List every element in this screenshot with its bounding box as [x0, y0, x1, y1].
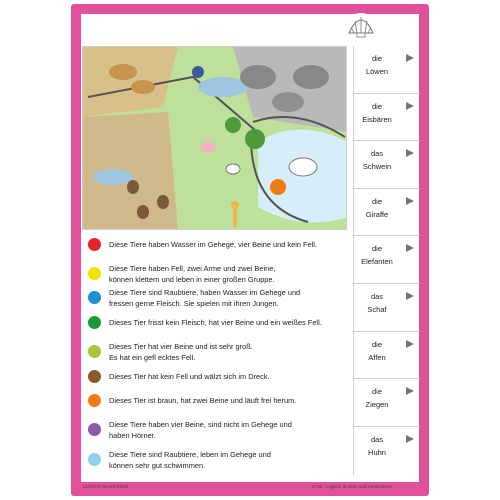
page-number: 5 [388, 13, 401, 38]
color-dot-icon [88, 423, 101, 436]
answer-noun: Giraffe [365, 209, 389, 219]
answer-tile[interactable] [354, 236, 420, 284]
footer-right: 3736 · Logisch denken und kombinieren [312, 484, 393, 489]
answer-article: die [371, 54, 382, 63]
answer-noun: Löwen [365, 67, 389, 76]
clue-text: Dieses Tier ist braun, hat zwei Beine und läuft frei herum. [109, 396, 297, 405]
answer-tile[interactable] [354, 94, 420, 142]
answer-article: die [371, 387, 382, 397]
answer-tile[interactable] [354, 189, 420, 237]
clue-text: Dieses Tier frisst kein Fleisch, hat vier Beine und ein weißes Fell. [109, 318, 322, 327]
color-dot-icon [88, 345, 101, 358]
answer-noun: Eisbären [362, 114, 392, 124]
answer-tile[interactable] [354, 141, 420, 189]
answer-tile[interactable] [354, 379, 420, 427]
clue-list [82, 235, 347, 475]
color-dot-icon [88, 267, 101, 280]
answer-article: das [370, 434, 384, 444]
color-dot-icon [88, 291, 101, 304]
zoo-illustration [82, 46, 347, 230]
arrow-right-icon [406, 149, 414, 157]
clue-text: Dieses Tier hat vier Beine und ist sehr groß. [109, 342, 253, 351]
clue-text: Dieses Tier hat kein Fell und wälzt sich im Dreck. [109, 372, 270, 381]
answer-article: das [370, 292, 384, 301]
clue-text: können klettern und leben in einer großen Gruppe. [109, 275, 275, 284]
color-dot-icon [88, 370, 101, 383]
arrow-right-icon [406, 435, 414, 443]
answer-tile[interactable] [354, 46, 420, 94]
color-dot-icon [88, 238, 101, 251]
answer-article: die [371, 101, 382, 111]
answer-noun: Ziegen [365, 400, 389, 410]
color-dot-icon [88, 316, 101, 329]
arrow-right-icon [406, 197, 414, 205]
color-dot-icon [88, 453, 101, 466]
clue-text: Diese Tiere haben Wasser im Gehege, vier Beine und kein Fell. [109, 240, 317, 249]
answer-tile[interactable] [354, 427, 420, 475]
clue-text: Diese Tiere sind Raubtiere, leben im Gehege und [109, 450, 271, 459]
page-title: Welche Tiere sind gemeint? [87, 21, 229, 33]
clue-text: können sehr gut schwimmen. [109, 461, 206, 470]
color-dot-icon [88, 394, 101, 407]
answer-noun: Elefanten [361, 257, 393, 267]
clue-text: fressen gerne Fleisch. Sie spielen mit ihren Jungen. [109, 299, 279, 308]
arrow-right-icon [406, 292, 414, 300]
answer-article: die [371, 339, 382, 349]
answer-article: die [371, 244, 382, 254]
answer-noun: Schwein [362, 162, 392, 172]
shell-icon [346, 13, 376, 39]
arrow-right-icon [406, 244, 414, 252]
answer-article: die [371, 196, 382, 206]
answer-noun: Affen [368, 352, 386, 362]
arrow-right-icon [406, 387, 414, 395]
arrow-right-icon [406, 340, 414, 348]
arrow-right-icon [406, 102, 414, 110]
answer-noun: Schaf [367, 305, 387, 314]
clue-text: haben Hörner. [109, 431, 156, 440]
footer-left: LOGICO-Set MAXIMO [83, 484, 129, 489]
answer-article: das [370, 149, 384, 159]
clue-text: Diese Tiere haben Fell, zwei Arme und zwei Beine, [109, 264, 276, 273]
clue-text: Diese Tiere haben vier Beine, sind nicht im Gehege und [109, 420, 292, 429]
answer-noun: Huhn [368, 447, 386, 457]
answer-column [353, 46, 419, 475]
answer-tile[interactable] [354, 284, 420, 332]
clue-text: Es hat ein gefl ecktes Fell. [109, 353, 196, 362]
answer-tile[interactable] [354, 332, 420, 380]
arrow-right-icon [406, 54, 414, 62]
clue-text: Diese Tiere sind Raubtiere, haben Wasser im Gehege und [109, 288, 301, 297]
